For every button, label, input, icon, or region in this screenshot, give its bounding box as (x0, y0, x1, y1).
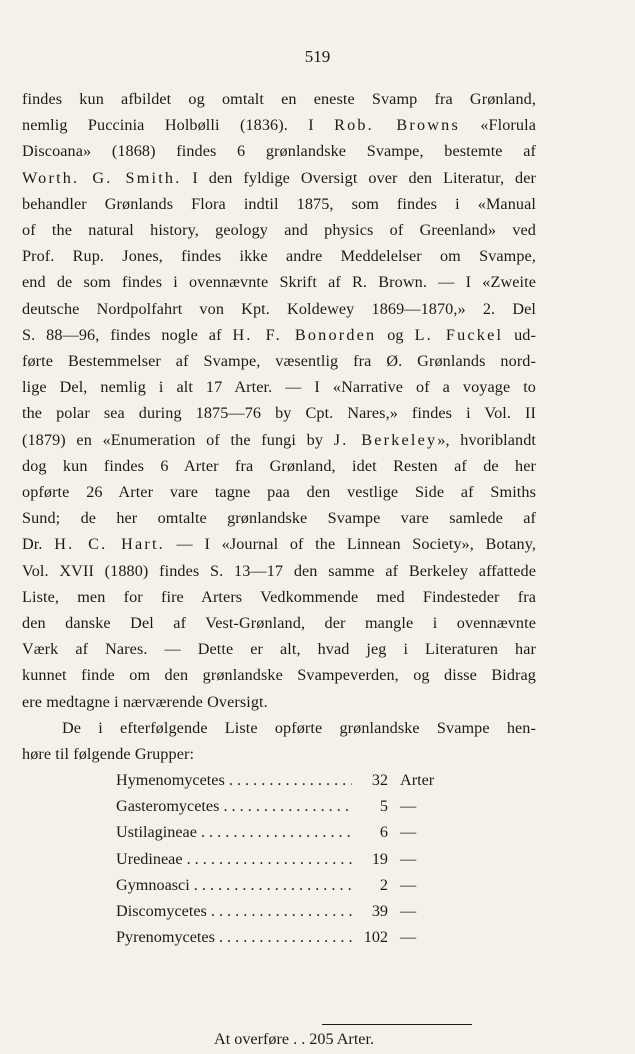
paragraph-1 (22, 86, 536, 715)
text-line: S. 88—96, findes nogle af H. F. Bonorden og L. Fuckel ud- (22, 325, 536, 344)
paragraph-2 (22, 715, 536, 767)
text-line: the polar sea during 1875—76 by Cpt. Nares,» findes i Vol. II (22, 404, 536, 423)
group-row (116, 872, 476, 898)
text-line: Prof. Rup. Jones, findes ikke andre Meddelelser om Svampe, (22, 247, 536, 266)
text-line: nemlig Puccinia Holbølli (1836). I Rob. Browns «Florula (22, 116, 536, 135)
group-row (116, 924, 476, 950)
group-unit: — (400, 823, 417, 842)
author-name: L. Fuckel (414, 325, 504, 344)
group-row (116, 793, 476, 819)
text-line: behandler Grønlands Flora indtil 1875, som findes i «Manual (22, 194, 536, 213)
text-line: deutsche Nordpolfahrt von Kpt. Koldewey 1869—1870,» 2. Del (22, 299, 536, 318)
group-row (116, 767, 476, 793)
group-count: 32 (371, 771, 388, 789)
text-line: den danske Del af Vest-Grønland, der mangle i ovennævnte (22, 614, 536, 633)
text-line: ere medtagne i nærværende Oversigt. (22, 692, 268, 711)
text-line: opførte 26 Arter vare tagne paa den vestlige Side af Smiths (22, 483, 536, 502)
text-line: lige Del, nemlig i alt 17 Arter. — I «Narrative of a voyage to (22, 378, 536, 397)
total-row (214, 1026, 374, 1052)
page-number: 519 (304, 47, 331, 66)
group-count: 102 (363, 928, 388, 947)
group-table (116, 767, 476, 950)
text-line: of the natural history, geology and physics of Greenland» ved (22, 221, 536, 240)
text-line: end de som findes i ovennævnte Skrift af R. Brown. — I «Zweite (22, 273, 536, 292)
text-line: høre til følgende Grupper: (22, 745, 195, 764)
group-name: Gymnoasci . . . (116, 872, 352, 898)
group-unit: — (400, 875, 417, 894)
author-name: Rob. Browns (334, 116, 460, 135)
text-line: Dr. H. C. Hart. — I «Journal of the Linnean Society», Botany, (22, 535, 537, 554)
author-name: H. F. Bonorden (232, 325, 377, 344)
group-name: Hymenomycetes . . . (116, 767, 352, 793)
group-row (116, 898, 476, 924)
text-line: Discoana» (1868) findes 6 grønlandske Svampe, bestemte af (22, 142, 536, 161)
total-label: At overføre . . (214, 1030, 306, 1048)
group-name: Uredineae . . . (116, 846, 352, 872)
text-line: Vol. XVII (1880) findes S. 13—17 den samme af Berkeley affattede (22, 561, 536, 580)
group-unit: — (400, 901, 417, 920)
group-unit: Arter (400, 771, 435, 789)
sum-rule (322, 1024, 472, 1025)
body-text (22, 86, 536, 767)
group-unit: — (400, 849, 417, 868)
text-line: Sund; de her omtalte grønlandske Svampe vare samlede af (22, 509, 536, 528)
author-name: Worth. G. Smith. (22, 168, 182, 187)
author-name: H. C. Hart. (54, 535, 165, 554)
total-count: 205 (309, 1030, 334, 1048)
group-count: 2 (379, 875, 388, 894)
group-count: 19 (371, 849, 388, 868)
group-row (116, 846, 476, 872)
text-line: kunnet finde om den grønlandske Svampeverden, og disse Bidrag (22, 666, 536, 685)
group-name: Pyrenomycetes . . . (116, 924, 352, 950)
total-unit: Arter. (336, 1030, 375, 1048)
group-unit: — (400, 928, 417, 947)
text-line: Worth. G. Smith. I den fyldige Oversigt over den Literatur, der (22, 168, 536, 187)
group-count: 39 (371, 901, 388, 920)
text-line: De i efterfølgende Liste opførte grønlandske Svampe hen- (62, 718, 536, 737)
group-row (116, 819, 476, 845)
text-line: (1879) en «Enumeration of the fungi by J. Berkeley», hvoriblandt (22, 430, 537, 449)
group-name: Ustilagineae . . . (116, 819, 352, 845)
text-line: Liste, men for fire Arters Vedkommende med Findesteder fra (22, 587, 536, 606)
group-name: Gasteromycetes . . . (116, 793, 352, 819)
text-line: dog kun findes 6 Arter fra Grønland, idet Resten af de her (22, 456, 536, 475)
group-count: 6 (379, 823, 388, 842)
group-unit: — (400, 797, 417, 816)
group-count: 5 (379, 797, 388, 816)
author-name: J. Berkeley (333, 430, 438, 449)
group-name: Discomycetes . . . (116, 898, 352, 924)
text-line: førte Bestemmelser af Svampe, væsentlig fra Ø. Grønlands nord- (22, 352, 536, 371)
text-line: Værk af Nares. — Dette er alt, hvad jeg i Literaturen har (22, 640, 536, 659)
text-line: findes kun afbildet og omtalt en eneste Svamp fra Grønland, (22, 90, 536, 108)
